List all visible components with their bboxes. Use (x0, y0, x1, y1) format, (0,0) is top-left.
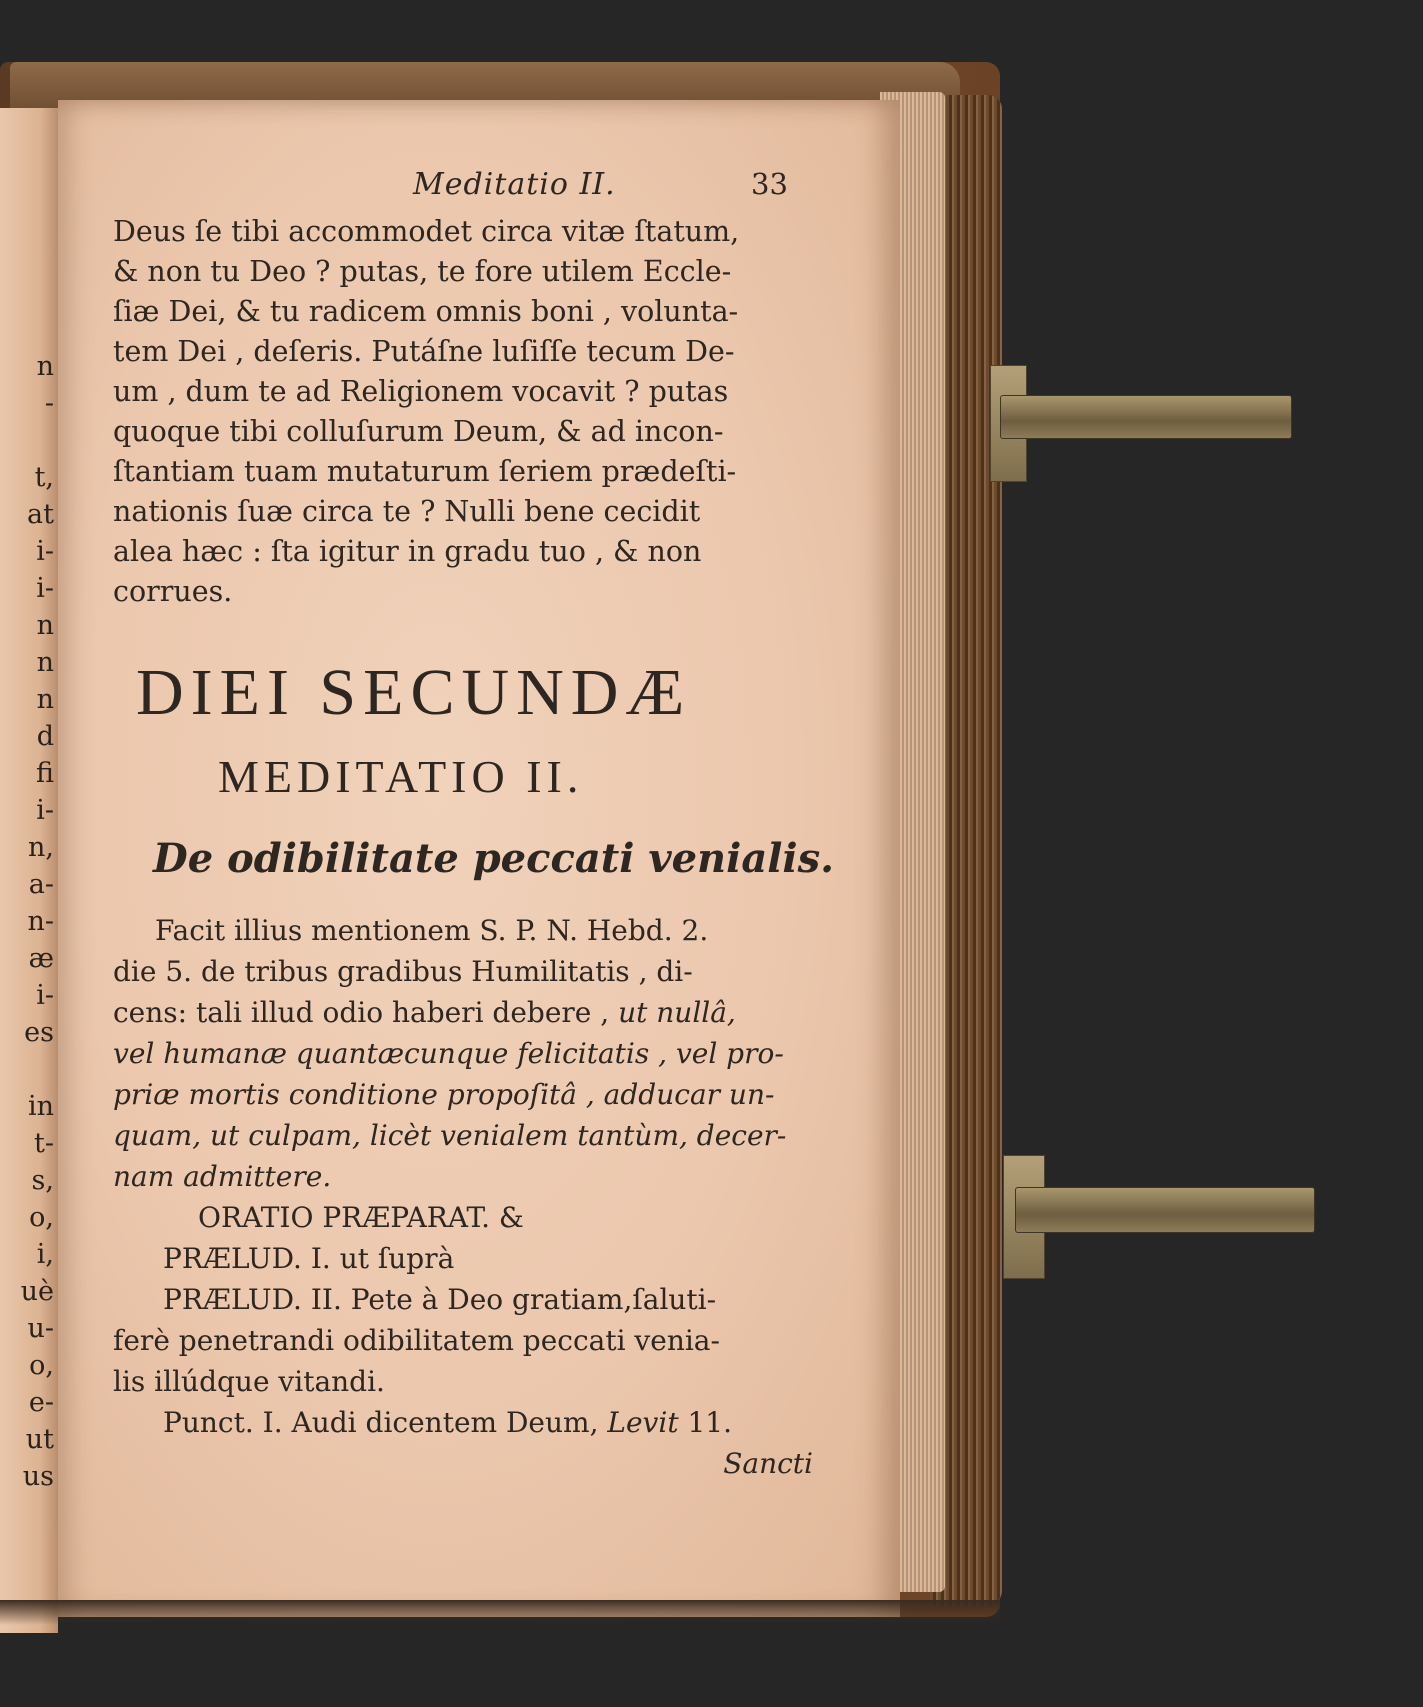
left-page-fragment: n (36, 351, 54, 382)
running-head: Meditatio II. (413, 167, 616, 202)
left-page-fragment (0, 1051, 54, 1088)
left-page-fragment: ut (25, 1424, 54, 1455)
left-page-fragment: n- (27, 906, 54, 937)
para-line: ferè penetrandi odibilitatem peccati venia- (113, 1324, 720, 1357)
left-page-fragment: fi (35, 758, 54, 789)
left-page-fragment: es (24, 1017, 54, 1048)
left-page-fragment: æ (28, 943, 54, 974)
punct-line (113, 1402, 873, 1443)
meditation-heading: MEDITATIO II. (218, 751, 584, 802)
left-page-fragment: at (27, 499, 54, 530)
left-page-fragment: e- (28, 1387, 54, 1418)
para-line: nam admittere. (113, 1160, 332, 1193)
section-heading: DIEI SECUNDÆ (136, 656, 692, 729)
para-line: Facit illius mentionem S. P. N. Hebd. 2. (155, 914, 709, 947)
left-page-fragment: n, (28, 832, 54, 863)
left-page-fragment: i- (36, 795, 54, 826)
left-page-fragment: u- (27, 1313, 54, 1344)
left-page-fragment: i, (36, 1239, 54, 1270)
punct-end: 11. (678, 1406, 733, 1439)
body-line: um , dum te ad Religionem vocavit ? putas (113, 375, 729, 408)
body-line: ſtantiam tuam mutaturum ſeriem prædeſti- (113, 455, 737, 488)
body-line: & non tu Deo ? putas, te fore utilem Eccle- (113, 255, 732, 288)
punct-text: Punct. I. Audi dicentem Deum, (163, 1406, 608, 1439)
body-line: ſiæ Dei, & tu radicem omnis boni , volunta- (113, 295, 739, 328)
para-line: priæ mortis conditione propoſitâ , adducar un- (113, 1078, 775, 1111)
catchword: Sancti (723, 1447, 813, 1480)
left-page-fragments (0, 348, 54, 1495)
oratio-line: ORATIO PRÆPARAT. & (198, 1201, 524, 1234)
cover-bottom-shadow (0, 1600, 1000, 1625)
left-page-fragment (0, 422, 54, 459)
left-page-fragment: s, (31, 1165, 54, 1196)
body-line: nationis ſuæ circa te ? Nulli bene cecidit (113, 495, 701, 528)
body-line: tem Dei , deſeris. Putáſne luſiſſe tecum De- (113, 335, 735, 368)
body-text (113, 212, 853, 612)
left-page-fragment: n (36, 647, 54, 678)
left-page-fragment: - (44, 388, 54, 419)
left-page-fragment: i- (36, 536, 54, 567)
body-line: alea hæc : ſta igitur in gradu tuo , & non (113, 535, 702, 568)
meditation-text (113, 910, 873, 1484)
left-page-fragment: i- (36, 980, 54, 1011)
left-page-fragment: o, (29, 1202, 54, 1233)
left-page-fragment: d (36, 721, 54, 752)
left-page-fragment: n (36, 684, 54, 715)
para-line (113, 992, 873, 1033)
left-page-fragment: uè (20, 1276, 54, 1307)
para-line: vel humanæ quantæcunque felicitatis , vel pro- (113, 1037, 784, 1070)
praelud-line: PRÆLUD. I. ut ſuprà (163, 1242, 455, 1275)
left-page-fragment: in (27, 1091, 54, 1122)
para-line-italic: ut nullâ, (618, 996, 736, 1029)
left-page-fragment: t- (34, 1128, 54, 1159)
meditation-subtitle: De odibilitate peccati venialis. (153, 835, 835, 882)
page-number: 33 (751, 167, 788, 201)
para-line: lis illúdque vitandi. (113, 1365, 385, 1398)
punct-italic: Levit (607, 1406, 679, 1439)
body-line: Deus ſe tibi accommodet circa vitæ ſtatum, (113, 215, 740, 248)
left-page-fragment: i- (36, 573, 54, 604)
praelud-line: PRÆLUD. II. Pete à Deo gratiam,ſaluti- (163, 1283, 717, 1316)
para-line-text: cens: tali illud odio haberi debere , (113, 996, 619, 1029)
left-page-fragment: t, (34, 462, 54, 493)
body-line: quoque tibi colluſurum Deum, & ad incon- (113, 415, 724, 448)
left-facing-page (0, 108, 58, 1633)
left-page-fragment: a- (28, 869, 54, 900)
para-line: quam, ut culpam, licèt venialem tantùm, decer- (113, 1119, 787, 1152)
left-page-fragment: us (22, 1461, 54, 1492)
body-line: corrues. (113, 575, 233, 608)
left-page-fragment: n (36, 610, 54, 641)
left-page-fragment: o, (29, 1350, 54, 1381)
para-line: die 5. de tribus gradibus Humilitatis , di- (113, 955, 693, 988)
right-page (58, 100, 900, 1617)
